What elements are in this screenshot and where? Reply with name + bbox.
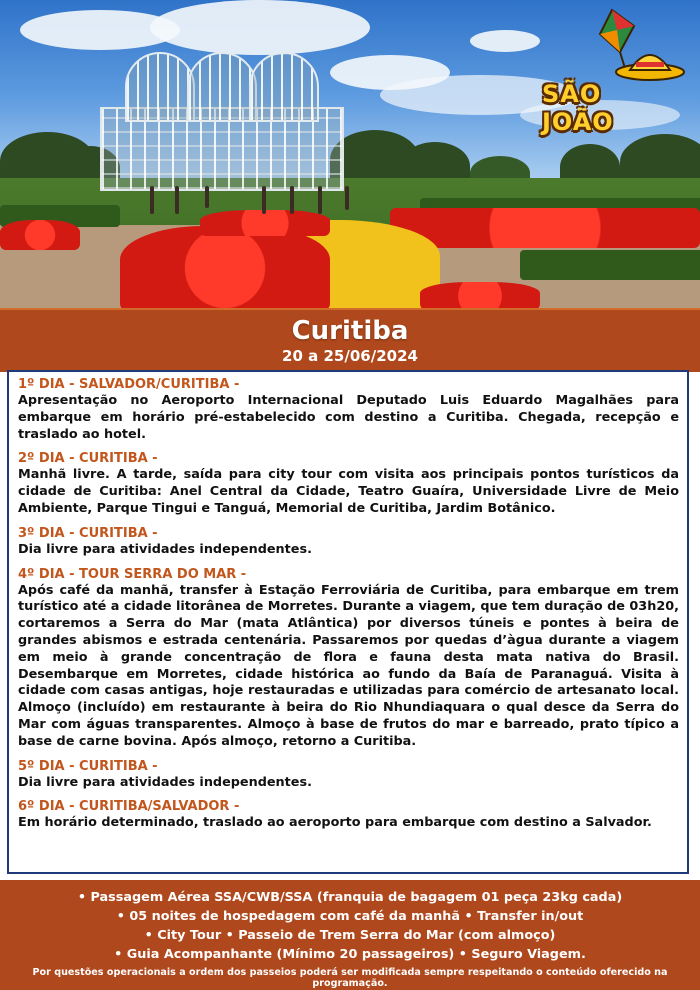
itinerary-day xyxy=(18,377,679,443)
include-line xyxy=(0,890,700,905)
itinerary-day xyxy=(18,567,679,751)
day-description: Em horário determinado, traslado ao aeroporto para embarque com destino a Salvador. xyxy=(18,815,652,831)
itinerary-box xyxy=(7,370,689,874)
itinerary-day xyxy=(18,759,679,792)
sao-joao-logo xyxy=(542,8,692,136)
itinerary-day xyxy=(18,799,679,832)
package-includes-footer xyxy=(0,880,700,990)
day-description: Dia livre para atividades independentes. xyxy=(18,541,312,557)
day-title: 1º DIA - SALVADOR/CURITIBA - xyxy=(18,377,240,392)
disclaimer-note: Por questões operacionais a ordem dos passeios poderá ser modificada sempre respeitando o conteúdo oferecido na programação. xyxy=(32,967,668,989)
day-description: Após café da manhã, transfer à Estação Ferroviária de Curitiba, para embarque em trem turístico até a cidade litorânea de Morretes. Durante a viagem, que tem duração de 03h20, cortaremos a Serra do Mar (mata Atlântica) por diversos túneis e pontes à beira de grandes abismos e estrada centenária. Passaremos por quedas d’àgua durante a viagem em meio à grande concentração de flora e fauna desta mata nativa do Brasil. Desembarque em Morretes, cidade histórica ao fundo da Baía de Paranaguá. Visita à cidade com casas antigas, hoje restauradas e utilizadas para comércio de artesanato local. Almoço (incluído) em restaurante à beira do Rio Nhundiaquara o qual desce da Serra do Mar com águas transparentes. Almoço à base de frutos do mar e barreado, prato típico a base de carne bovina. Após almoço, retorno a Curitiba. xyxy=(18,582,679,749)
include-text: • City Tour • Passeio de Trem Serra do Mar (com almoço) xyxy=(144,928,556,943)
kite-hat-icon xyxy=(542,8,692,88)
logo-text: SÃO JOÃO xyxy=(542,80,614,136)
page-title: Curitiba xyxy=(291,316,409,346)
include-line xyxy=(0,947,700,962)
include-text: • Guia Acompanhante (Mínimo 20 passageiros) • Seguro Viagem. xyxy=(114,947,586,962)
day-description: Apresentação no Aeroporto Internacional Deputado Luis Eduardo Magalhães para embarque em horário pré-estabelecido com destino a Curitiba. Chegada, recepção e traslado ao hotel. xyxy=(18,393,679,442)
itinerary-day xyxy=(18,526,679,559)
day-title: 5º DIA - CURITIBA - xyxy=(18,758,158,774)
include-line xyxy=(0,928,700,943)
include-text: • Passagem Aérea SSA/CWB/SSA (franquia de bagagem 01 peça 23kg cada) xyxy=(77,890,623,905)
include-line xyxy=(0,909,700,924)
day-title: 2º DIA - CURITIBA - xyxy=(18,451,158,467)
day-title: 4º DIA - TOUR SERRA DO MAR - xyxy=(18,566,247,582)
include-text: • 05 noites de hospedagem com café da manhã • Transfer in/out xyxy=(116,909,584,924)
day-description: Manhã livre. A tarde, saída para city tour com visita aos principais pontos turísticos da cidade de Curitiba: Anel Central da Cidade, Teatro Guaíra, Universidade Livre de Meio Ambiente, Parque Tingui e Tanguá, Memorial de Curitiba, Jardim Botânico. xyxy=(18,467,679,516)
botanical-garden-greenhouse xyxy=(95,52,345,184)
hero-photo xyxy=(0,0,700,308)
day-description: Dia livre para atividades independentes. xyxy=(18,774,312,790)
day-title: 6º DIA - CURITIBA/SALVADOR - xyxy=(18,799,240,815)
day-title: 3º DIA - CURITIBA - xyxy=(18,525,158,541)
itinerary-day xyxy=(18,451,679,517)
title-band xyxy=(0,308,700,372)
travel-dates: 20 a 25/06/2024 xyxy=(282,347,418,365)
